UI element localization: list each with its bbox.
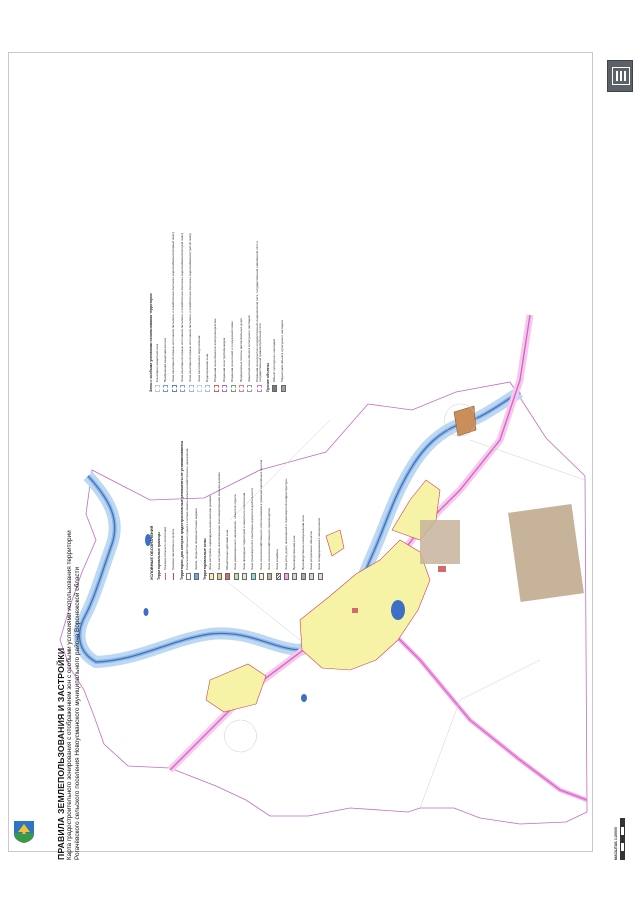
legend-item bbox=[189, 217, 194, 392]
legend-swatch bbox=[247, 385, 252, 392]
legend-item-label: Зона санитарной охраны источников питьевого и хозяйственно-бытового водоснабжения (первый пояс) bbox=[171, 232, 176, 382]
legend-item-label: Зона кладбищ bbox=[275, 549, 280, 570]
legend-boundaries-heading: Территориальные границы bbox=[157, 532, 161, 580]
legend-swatch bbox=[292, 573, 297, 580]
map-place: Рогачёвского сельского поселения Новоусманского муниципального района Воронежской области bbox=[74, 566, 81, 860]
legend-item bbox=[171, 405, 176, 580]
legend-item-label: Зона рекреационного назначения - объектов отдыха bbox=[233, 494, 238, 570]
legend-swatch bbox=[217, 573, 222, 580]
legend-swatch bbox=[239, 385, 244, 392]
legend-zones-heading: Территориальные зоны bbox=[202, 538, 207, 580]
qr-code-icon bbox=[607, 60, 633, 92]
legend-swatch bbox=[186, 573, 191, 580]
legend-item-label: Зона транспортной и санитарно-курортной деятельности bbox=[250, 487, 255, 570]
legend-swatch bbox=[225, 573, 230, 580]
legend-swatch bbox=[234, 573, 239, 580]
legend-item bbox=[251, 405, 256, 580]
legend-item bbox=[231, 217, 236, 392]
legend-swatch bbox=[272, 385, 277, 392]
production-zone-large bbox=[508, 504, 584, 602]
legend-item bbox=[217, 405, 222, 580]
legend-swatch bbox=[309, 573, 314, 580]
legend-heading: УСЛОВНЫЕ ОБОЗНАЧЕНИЯ bbox=[149, 525, 154, 580]
legend-item bbox=[214, 217, 219, 392]
scale-block bbox=[614, 818, 625, 860]
legend-item-label: Зона природных территорий и защитного озеленения bbox=[241, 492, 246, 570]
legend-item bbox=[205, 217, 210, 392]
legend-item bbox=[292, 405, 297, 580]
legend-item-label: Охранная зона трубопроводов bbox=[221, 337, 226, 382]
legend-item bbox=[172, 217, 177, 392]
legend-swatch bbox=[284, 573, 289, 580]
legend-item-label: Зона сельскохозяйственного использования в границах населённых пунктов bbox=[258, 459, 263, 570]
legend-swatch bbox=[180, 385, 185, 392]
legend-column-left bbox=[146, 405, 326, 580]
legend-swatch bbox=[259, 573, 264, 580]
legend-item-label: Зона складирования и захоронения bbox=[317, 518, 322, 570]
legend-swatch bbox=[205, 385, 210, 392]
legend-item-label: Зона затопления и подтопления bbox=[196, 335, 201, 382]
legend-item bbox=[318, 405, 323, 580]
legend-item bbox=[163, 405, 168, 580]
legend-swatch bbox=[165, 573, 166, 580]
legend-swatch bbox=[257, 385, 262, 392]
pond bbox=[301, 694, 307, 702]
legend-swatch bbox=[209, 573, 214, 580]
legend-item bbox=[239, 217, 244, 392]
title-block bbox=[56, 300, 82, 860]
legend-item-label: Водоохранная зона bbox=[205, 353, 210, 382]
scale-bar bbox=[620, 818, 625, 860]
legend-item-label: Зона сельскохозяйственного производства bbox=[267, 508, 271, 570]
legend-item-label: Территория объекта культурного наследия bbox=[280, 320, 285, 382]
legend-swatch bbox=[242, 573, 247, 580]
legend-other-heading: Прочие объекты bbox=[266, 362, 271, 392]
legend-item-label: Зона ритуальных объектов bbox=[308, 531, 313, 570]
legend-item-label: Сельскохозяйственные угодья в составе земель сельскохозяйственного назначения bbox=[185, 448, 190, 570]
legend-item bbox=[225, 405, 230, 580]
legend-item-label: Зона санитарной охраны источников питьевого и хозяйственно-бытового водоснабжения (третий пояс) bbox=[188, 233, 193, 382]
legend-item bbox=[284, 405, 289, 580]
legend-item bbox=[222, 217, 227, 392]
legend-item bbox=[267, 405, 272, 580]
legend-swatch bbox=[276, 573, 281, 580]
legend-swatch bbox=[231, 385, 236, 392]
legend-item-label: Граница населённого пункта bbox=[171, 528, 176, 570]
public-business-zone bbox=[352, 608, 358, 613]
legend-item bbox=[281, 217, 286, 392]
legend-item bbox=[276, 405, 281, 580]
coat-of-arms-icon bbox=[13, 820, 35, 844]
legend-item-label: Зона санитарной охраны источников питьевого и хозяйственно-бытового водоснабжения (второй пояс) bbox=[179, 233, 184, 382]
legend-item-label: Производственно-коммунальная зона bbox=[300, 515, 305, 570]
legend-item bbox=[247, 217, 252, 392]
legend-item-label: Зона улиц, дорог, инженерной и транспортной инфраструктуры bbox=[283, 478, 288, 570]
legend-item-label: Защитная зона объекта культурного наследия bbox=[247, 315, 251, 382]
legend-item bbox=[155, 217, 160, 392]
legend-item bbox=[194, 405, 199, 580]
agricultural-production-zone bbox=[420, 520, 460, 564]
legend-swatch bbox=[163, 385, 168, 392]
legend-swatch bbox=[222, 385, 227, 392]
legend-swatch bbox=[155, 385, 160, 392]
pond bbox=[144, 608, 149, 616]
legend-swatch bbox=[172, 385, 177, 392]
legend-item-label: Охранная зона объектов электроэнергетики bbox=[213, 318, 218, 382]
legend-item bbox=[242, 405, 247, 580]
legend-item bbox=[309, 405, 314, 580]
legend-item-label: Охранная зона линий и сооружений связи bbox=[230, 321, 235, 382]
map-subtitle: Карта градостроительного зонирования с отображением зон с особыми условиями использования территории bbox=[66, 530, 73, 860]
legend-item-label: Производственная зона bbox=[292, 535, 297, 570]
legend-item bbox=[234, 405, 239, 580]
legend-swatch bbox=[194, 573, 199, 580]
legend-item-label: Охранная зона пунктов государственной геодезической сети, государственной нивелирной сети и государственной гравиметрической сети bbox=[254, 241, 263, 382]
legend-special-heading: Зоны с особыми условиями использования территории bbox=[149, 293, 153, 392]
public-business-zone bbox=[438, 566, 446, 572]
legend-item-label: Зона застройки малоэтажными многоквартирными жилыми домами bbox=[216, 472, 221, 570]
legend-swatch bbox=[251, 573, 256, 580]
legend-item bbox=[163, 217, 168, 392]
legend-swatch bbox=[189, 385, 194, 392]
pond bbox=[391, 600, 405, 620]
legend-swatch bbox=[197, 385, 202, 392]
legend-item-label: Прибрежная защитная полоса bbox=[163, 338, 168, 382]
legend-objects-heading: Территории, для которых градостроительные регламенты не устанавливаются bbox=[179, 440, 184, 580]
legend-column-right bbox=[146, 217, 289, 392]
legend-item bbox=[259, 405, 264, 580]
legend-swatch bbox=[173, 573, 174, 580]
legend-item-label: Санитарно-защитная зона bbox=[154, 343, 159, 382]
scale-label: МАСШТАБ 1:20000 bbox=[614, 826, 618, 860]
legend-swatch bbox=[281, 385, 286, 392]
legend-swatch bbox=[318, 573, 323, 580]
legend-item-label: Придорожные полосы автомобильных дорог bbox=[238, 317, 243, 382]
legend-item bbox=[301, 405, 306, 580]
legend-item-label: Объект культурного наследия bbox=[271, 339, 276, 382]
legend-item-label: Зона застройки индивидуальными жилыми домами bbox=[208, 495, 213, 570]
legend-swatch bbox=[214, 385, 219, 392]
legend-item-label: Граница сельского поселения bbox=[162, 527, 167, 570]
map-title: ПРАВИЛА ЗЕМЛЕПОЛЬЗОВАНИЯ И ЗАСТРОЙКИ bbox=[56, 647, 66, 860]
legend-item-label: Земли, покрытые поверхностными водами bbox=[193, 508, 198, 570]
legend-item bbox=[180, 217, 185, 392]
legend-swatch bbox=[301, 573, 306, 580]
legend-item bbox=[209, 405, 214, 580]
legend-item bbox=[186, 405, 191, 580]
legend-item bbox=[256, 217, 263, 392]
legend-item-label: Общественно-деловая зона bbox=[225, 529, 230, 570]
legend-item bbox=[197, 217, 202, 392]
legend-swatch bbox=[267, 573, 272, 580]
legend-item bbox=[272, 217, 277, 392]
